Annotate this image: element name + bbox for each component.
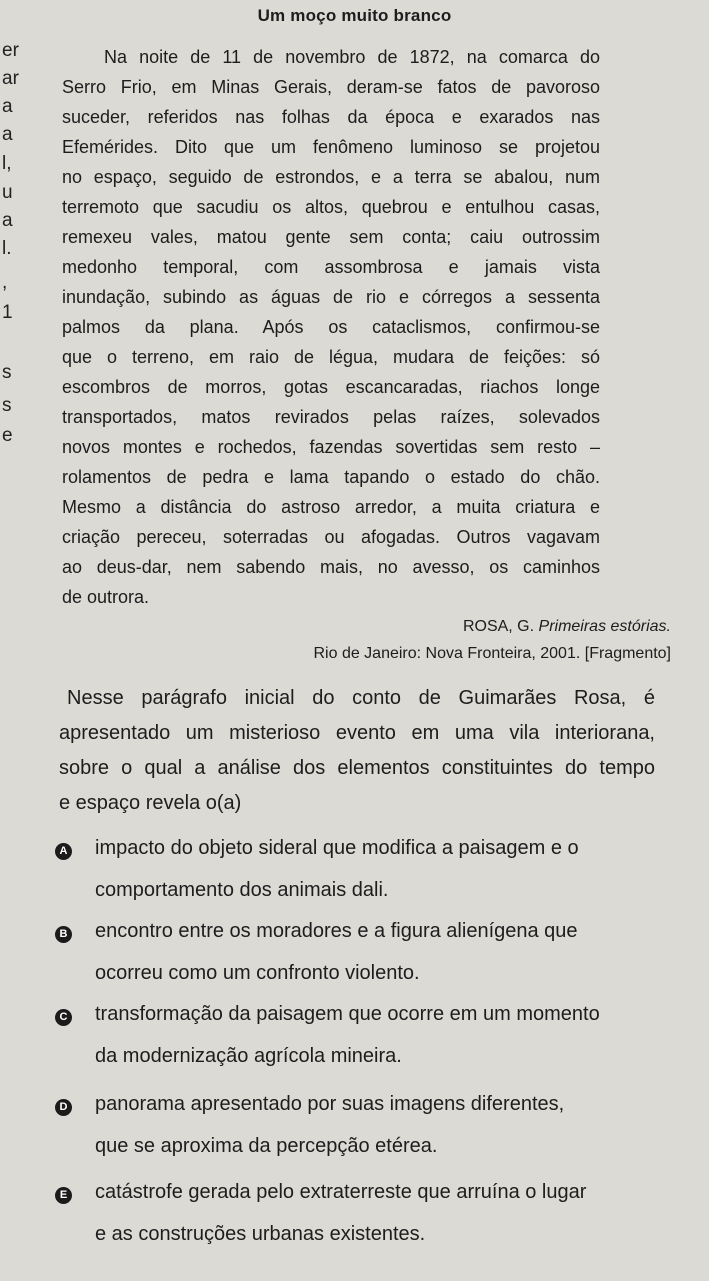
margin-fragment: ar bbox=[2, 68, 19, 89]
option-letter-badge: B bbox=[55, 926, 72, 943]
margin-fragment: , bbox=[2, 272, 8, 293]
paragraph-line: Efemérides. Dito que um fenômeno luminoso se projetou bbox=[62, 137, 600, 157]
option-text: encontro entre os moradores e a figura alienígena que bbox=[95, 920, 578, 942]
source-citation-line1 bbox=[463, 618, 671, 636]
option-letter-badge: C bbox=[55, 1009, 72, 1026]
margin-fragment: 1 bbox=[2, 302, 13, 323]
paragraph-line: que o terreno, em raio de légua, mudara de feições: só bbox=[62, 347, 600, 367]
margin-fragment: er bbox=[2, 40, 19, 61]
question-line: Nesse parágrafo inicial do conto de Guimarães Rosa, é bbox=[67, 687, 655, 709]
option-letter-badge: D bbox=[55, 1099, 72, 1116]
paragraph-line: no espaço, seguido de estrondos, e a terra se abalou, num bbox=[62, 167, 600, 187]
option-text: e as construções urbanas existentes. bbox=[95, 1223, 426, 1245]
paragraph-line: medonho temporal, com assombrosa e jamais vista bbox=[62, 257, 600, 277]
question-line: apresentado um misterioso evento em uma vila interiorana, bbox=[59, 722, 655, 744]
paragraph-line: Serro Frio, em Minas Gerais, deram-se fatos de pavoroso bbox=[62, 77, 600, 97]
option-text: que se aproxima da percepção etérea. bbox=[95, 1135, 438, 1157]
option-letter-badge: E bbox=[55, 1187, 72, 1204]
margin-fragment: s bbox=[2, 395, 12, 416]
margin-fragment: a bbox=[2, 96, 13, 117]
option-text: da modernização agrícola mineira. bbox=[95, 1045, 402, 1067]
paragraph-line: remexeu vales, matou gente sem conta; caiu outrossim bbox=[62, 227, 600, 247]
option-text: catástrofe gerada pelo extraterreste que arruína o lugar bbox=[95, 1181, 587, 1203]
source-book-title: Primeiras estórias. bbox=[538, 618, 671, 635]
option-text: ocorreu como um confronto violento. bbox=[95, 962, 420, 984]
paragraph-line: terremoto que sacudiu os altos, quebrou e entulhou casas, bbox=[62, 197, 600, 217]
paragraph-line: de outrora. bbox=[62, 587, 150, 607]
option-text: comportamento dos animais dali. bbox=[95, 879, 389, 901]
paragraph-line: transportados, matos revirados pelas raízes, solevados bbox=[62, 407, 600, 427]
question-statement bbox=[59, 681, 655, 821]
margin-fragment: a bbox=[2, 210, 13, 231]
source-citation-line2: Rio de Janeiro: Nova Fronteira, 2001. [Fragmento] bbox=[313, 645, 671, 662]
option-text: panorama apresentado por suas imagens diferentes, bbox=[95, 1093, 565, 1115]
margin-fragment: a bbox=[2, 124, 13, 145]
paragraph-line: ao deus-dar, nem sabendo mais, no avesso, os caminhos bbox=[62, 557, 600, 577]
text-title: Um moço muito branco bbox=[257, 6, 452, 25]
paragraph-line: criação pereceu, soterradas ou afogadas. Outros vagavam bbox=[62, 527, 600, 547]
paragraph-line: Mesmo a distância do astroso arredor, a muita criatura e bbox=[62, 497, 600, 517]
paragraph-line: Na noite de 11 de novembro de 1872, na comarca do bbox=[104, 47, 600, 67]
option-text: impacto do objeto sideral que modifica a paisagem e o bbox=[95, 837, 579, 859]
question-line: e espaço revela o(a) bbox=[59, 792, 242, 814]
margin-fragment: u bbox=[2, 182, 13, 203]
paragraph-line: palmos da plana. Após os cataclismos, confirmou-se bbox=[62, 317, 600, 337]
paragraph-line: escombros de morros, gotas escancaradas, riachos longe bbox=[62, 377, 600, 397]
margin-fragment: s bbox=[2, 362, 12, 383]
paragraph-line: inundação, subindo as águas de rio e córregos a sessenta bbox=[62, 287, 600, 307]
paragraph-line: rolamentos de pedra e lama tapando o estado do chão. bbox=[62, 467, 600, 487]
question-line: sobre o qual a análise dos elementos constituintes do tempo bbox=[59, 757, 655, 779]
option-text: transformação da paisagem que ocorre em um momento bbox=[95, 1003, 600, 1025]
margin-fragment: l. bbox=[2, 238, 12, 259]
paragraph-line: suceder, referidos nas folhas da época e exarados nas bbox=[62, 107, 600, 127]
margin-fragment: e bbox=[2, 425, 13, 446]
option-letter-badge: A bbox=[55, 843, 72, 860]
margin-fragment: l, bbox=[2, 153, 12, 174]
story-paragraph bbox=[62, 42, 600, 612]
source-author: ROSA, G. bbox=[462, 618, 539, 635]
paragraph-line: novos montes e rochedos, fazendas sovertidas sem resto – bbox=[62, 437, 600, 457]
